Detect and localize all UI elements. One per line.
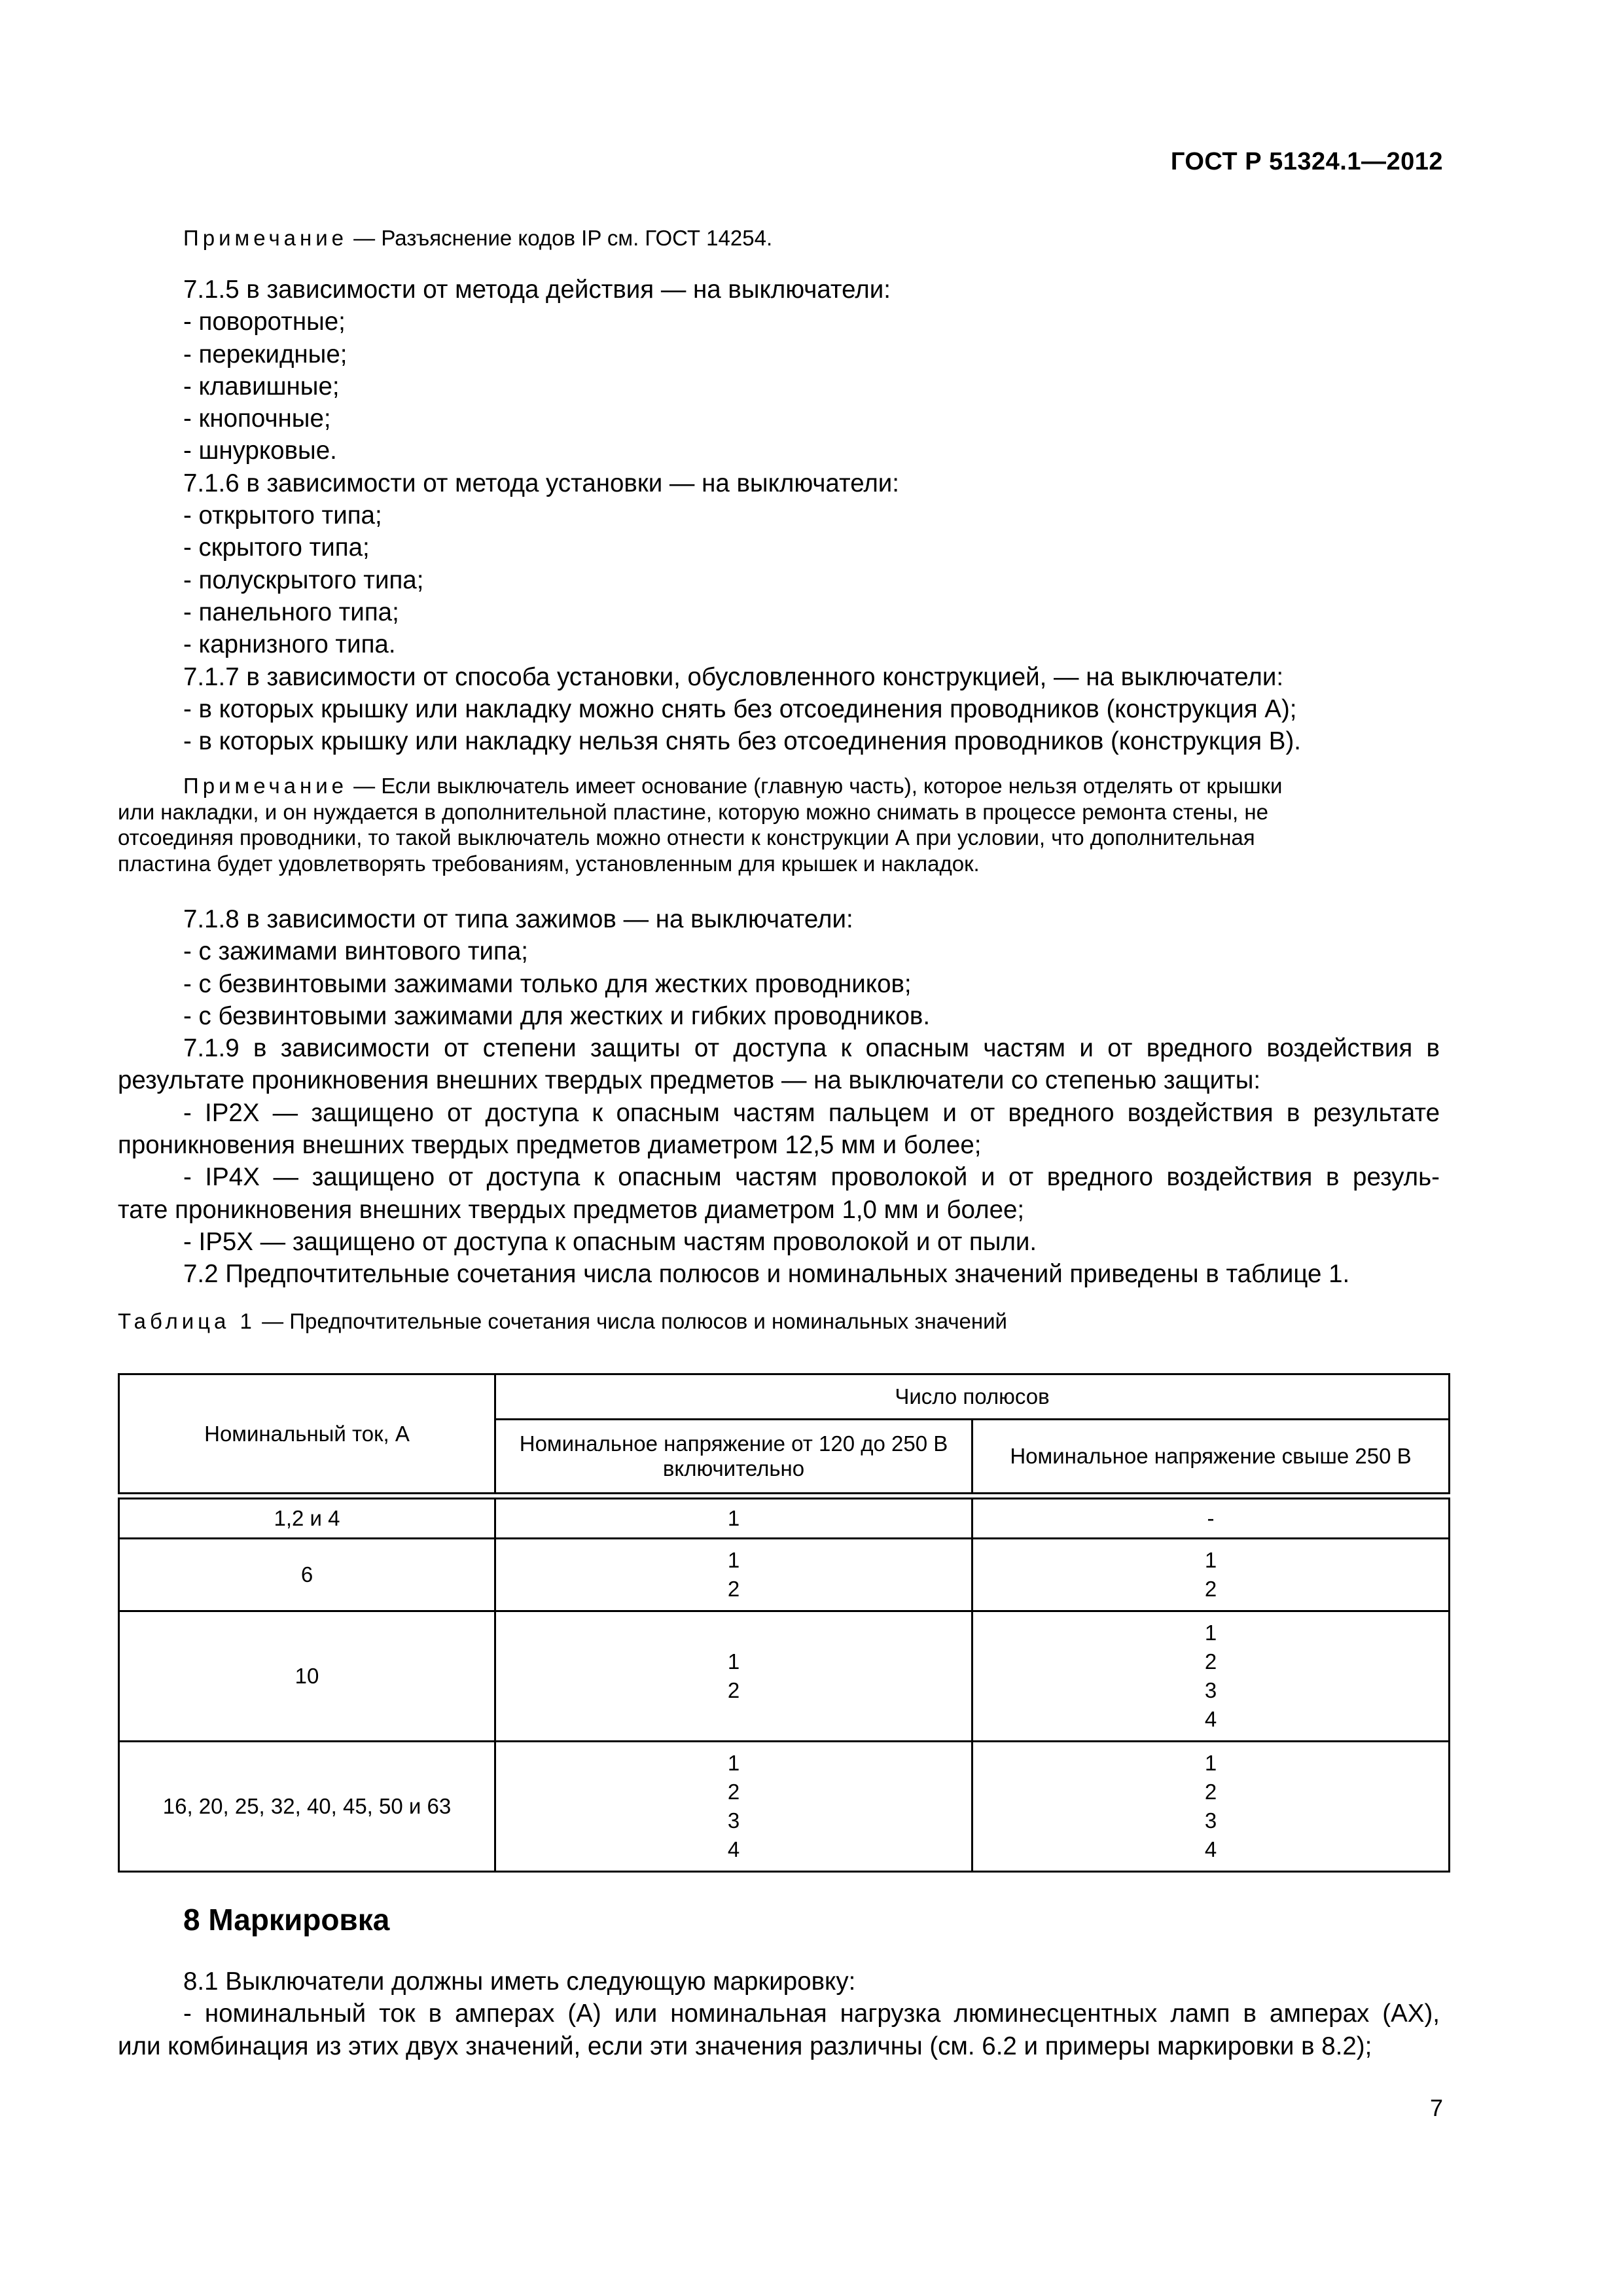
cell-rated-current: 16, 20, 25, 32, 40, 45, 50 и 63 bbox=[119, 1742, 495, 1872]
note-text: — Разъяснение кодов IP см. ГОСТ 14254. bbox=[348, 226, 773, 250]
pole-count: 1 bbox=[727, 1506, 740, 1530]
header-voltage-120-250: Номинальное напряжение от 120 до 250 В включительно bbox=[495, 1420, 972, 1494]
pole-count: 3 bbox=[1204, 1808, 1217, 1833]
pole-count: - bbox=[1207, 1506, 1215, 1530]
note-label: Примечание bbox=[183, 226, 348, 250]
pole-count: 1 bbox=[1204, 1751, 1217, 1775]
text-line: 7.1.6 в зависимости от метода установки — на выключатели: bbox=[183, 469, 899, 497]
note-construction-a bbox=[118, 773, 1446, 876]
pole-count: 1 bbox=[727, 1751, 740, 1775]
list-item: - перекидные; bbox=[183, 340, 348, 368]
cell-poles-low-voltage bbox=[495, 1499, 972, 1539]
cell-rated-current: 6 bbox=[119, 1539, 495, 1611]
note-text: пластина будет удовлетворять требованиям, установленным для крышек и накладок. bbox=[118, 851, 980, 876]
note-ip-codes bbox=[183, 225, 772, 251]
pole-count: 1 bbox=[1204, 1621, 1217, 1645]
cell-poles-high-voltage bbox=[972, 1499, 1450, 1539]
text-line: или комбинация из этих двух значений, если эти значения различны (см. 6.2 и примеры маркировки в 8.2); bbox=[118, 2032, 1372, 2060]
list-item: - панельного типа; bbox=[183, 598, 399, 626]
text-line: тате проникновения внешних твердых предметов диаметром 1,0 мм и более; bbox=[118, 1195, 1025, 1224]
pole-count: 3 bbox=[727, 1808, 740, 1833]
text-line: 7.1.7 в зависимости от способа установки, обусловленного конструкцией, — на выключатели: bbox=[183, 662, 1284, 691]
header-number-of-poles: Число полюсов bbox=[495, 1374, 1450, 1420]
list-item: - с безвинтовыми зажимами для жестких и гибких проводников. bbox=[183, 1001, 931, 1030]
cell-poles-low-voltage bbox=[495, 1539, 972, 1611]
pole-count: 4 bbox=[1204, 1707, 1217, 1731]
note-text: или накладки, и он нуждается в дополнительной пластине, которую можно снимать в процессе ремонта стены, не bbox=[118, 799, 1268, 824]
note-text: — Если выключатель имеет основание (главную часть), которое нельзя отделять от крышки bbox=[348, 774, 1283, 798]
cell-poles-low-voltage bbox=[495, 1611, 972, 1742]
text-line: результате проникновения внешних твердых предметов — на выключатели со степенью защиты: bbox=[118, 1066, 1261, 1095]
note-label: Примечание bbox=[183, 774, 348, 798]
cell-poles-high-voltage bbox=[972, 1611, 1450, 1742]
note-text: отсоединяя проводники, то такой выключатель можно отнести к конструкции А при условии, что дополнительная bbox=[118, 825, 1255, 850]
list-item: - IP4X — защищено от доступа к опасным частям проволокой и от вредного воздействия в резуль- bbox=[183, 1163, 1440, 1192]
table-row bbox=[119, 1742, 1450, 1872]
table-row bbox=[119, 1611, 1450, 1742]
table-caption-text: — Предпочтительные сочетания числа полюсов и номинальных значений bbox=[255, 1309, 1007, 1333]
list-item: - в которых крышку или накладку можно снять без отсоединения проводников (конструкция А); bbox=[183, 694, 1297, 723]
cell-rated-current: 10 bbox=[119, 1611, 495, 1742]
pole-count: 4 bbox=[1204, 1837, 1217, 1861]
list-item: - с зажимами винтового типа; bbox=[183, 937, 529, 966]
text-line: проникновения внешних твердых предметов диаметром 12,5 мм и более; bbox=[118, 1131, 982, 1160]
clause-block-8-1 bbox=[118, 1965, 1440, 2062]
list-item: - полускрытого типа; bbox=[183, 565, 424, 594]
list-item: - IP5X — защищено от доступа к опасным частям проволокой и от пыли. bbox=[183, 1227, 1037, 1256]
text-line: 7.1.8 в зависимости от типа зажимов — на выключатели: bbox=[183, 905, 853, 933]
header-rated-current: Номинальный ток, А bbox=[119, 1374, 495, 1494]
pole-count: 1 bbox=[727, 1548, 740, 1572]
document-header: ГОСТ Р 51324.1—2012 bbox=[1170, 148, 1443, 175]
pole-count: 2 bbox=[727, 1678, 740, 1702]
pole-count: 1 bbox=[1204, 1548, 1217, 1572]
pole-count: 3 bbox=[1204, 1678, 1217, 1702]
text-line: 8.1 Выключатели должны иметь следующую маркировку: bbox=[183, 1967, 856, 1996]
cell-poles-high-voltage bbox=[972, 1742, 1450, 1872]
pole-count: 1 bbox=[727, 1649, 740, 1674]
clause-block-7-1-8-to-7-2 bbox=[118, 903, 1440, 1291]
list-item: - IP2X — защищено от доступа к опасным частям пальцем и от вредного воздействия в результате bbox=[183, 1098, 1440, 1127]
list-item: - кнопочные; bbox=[183, 404, 331, 433]
pole-count: 2 bbox=[727, 1577, 740, 1601]
table-header-row bbox=[119, 1374, 1450, 1420]
list-item: - с безвинтовыми зажимами только для жестких проводников; bbox=[183, 969, 912, 998]
cell-poles-low-voltage bbox=[495, 1742, 972, 1872]
pole-count: 2 bbox=[1204, 1649, 1217, 1674]
pole-count: 2 bbox=[1204, 1577, 1217, 1601]
text-line: 7.1.9 в зависимости от степени защиты от доступа к опасным частям и от вредного воздействия в bbox=[183, 1034, 1440, 1063]
list-item: - номинальный ток в амперах (А) или номинальная нагрузка люминесцентных ламп в амперах (АХ), bbox=[183, 2000, 1440, 2028]
text-line: 7.2 Предпочтительные сочетания числа полюсов и номинальных значений приведены в таблице 1. bbox=[183, 1260, 1350, 1289]
list-item: - карнизного типа. bbox=[183, 630, 396, 659]
table-caption-label: Таблица 1 bbox=[118, 1309, 256, 1333]
list-item: - клавишные; bbox=[183, 372, 340, 401]
table-row bbox=[119, 1499, 1450, 1539]
table-body bbox=[119, 1499, 1450, 1872]
clause-block-7-1-5-to-7-1-7 bbox=[118, 274, 1440, 757]
list-item: - шнурковые. bbox=[183, 437, 337, 465]
list-item: - в которых крышку или накладку нельзя снять без отсоединения проводников (конструкция В). bbox=[183, 727, 1302, 756]
table-row bbox=[119, 1539, 1450, 1611]
table-caption bbox=[118, 1308, 1007, 1335]
cell-poles-high-voltage bbox=[972, 1539, 1450, 1611]
page-number: 7 bbox=[1429, 2094, 1443, 2121]
pole-count: 4 bbox=[727, 1837, 740, 1861]
table-1 bbox=[118, 1373, 1450, 1873]
cell-rated-current: 1,2 и 4 bbox=[119, 1499, 495, 1539]
pole-count: 2 bbox=[727, 1780, 740, 1804]
list-item: - поворотные; bbox=[183, 308, 346, 336]
header-voltage-over-250: Номинальное напряжение свыше 250 В bbox=[972, 1420, 1450, 1494]
list-item: - скрытого типа; bbox=[183, 533, 370, 562]
list-item: - открытого типа; bbox=[183, 501, 382, 530]
pole-count: 2 bbox=[1204, 1780, 1217, 1804]
section-title: 8 Маркировка bbox=[183, 1903, 390, 1937]
text-line: 7.1.5 в зависимости от метода действия — на выключатели: bbox=[183, 276, 891, 304]
